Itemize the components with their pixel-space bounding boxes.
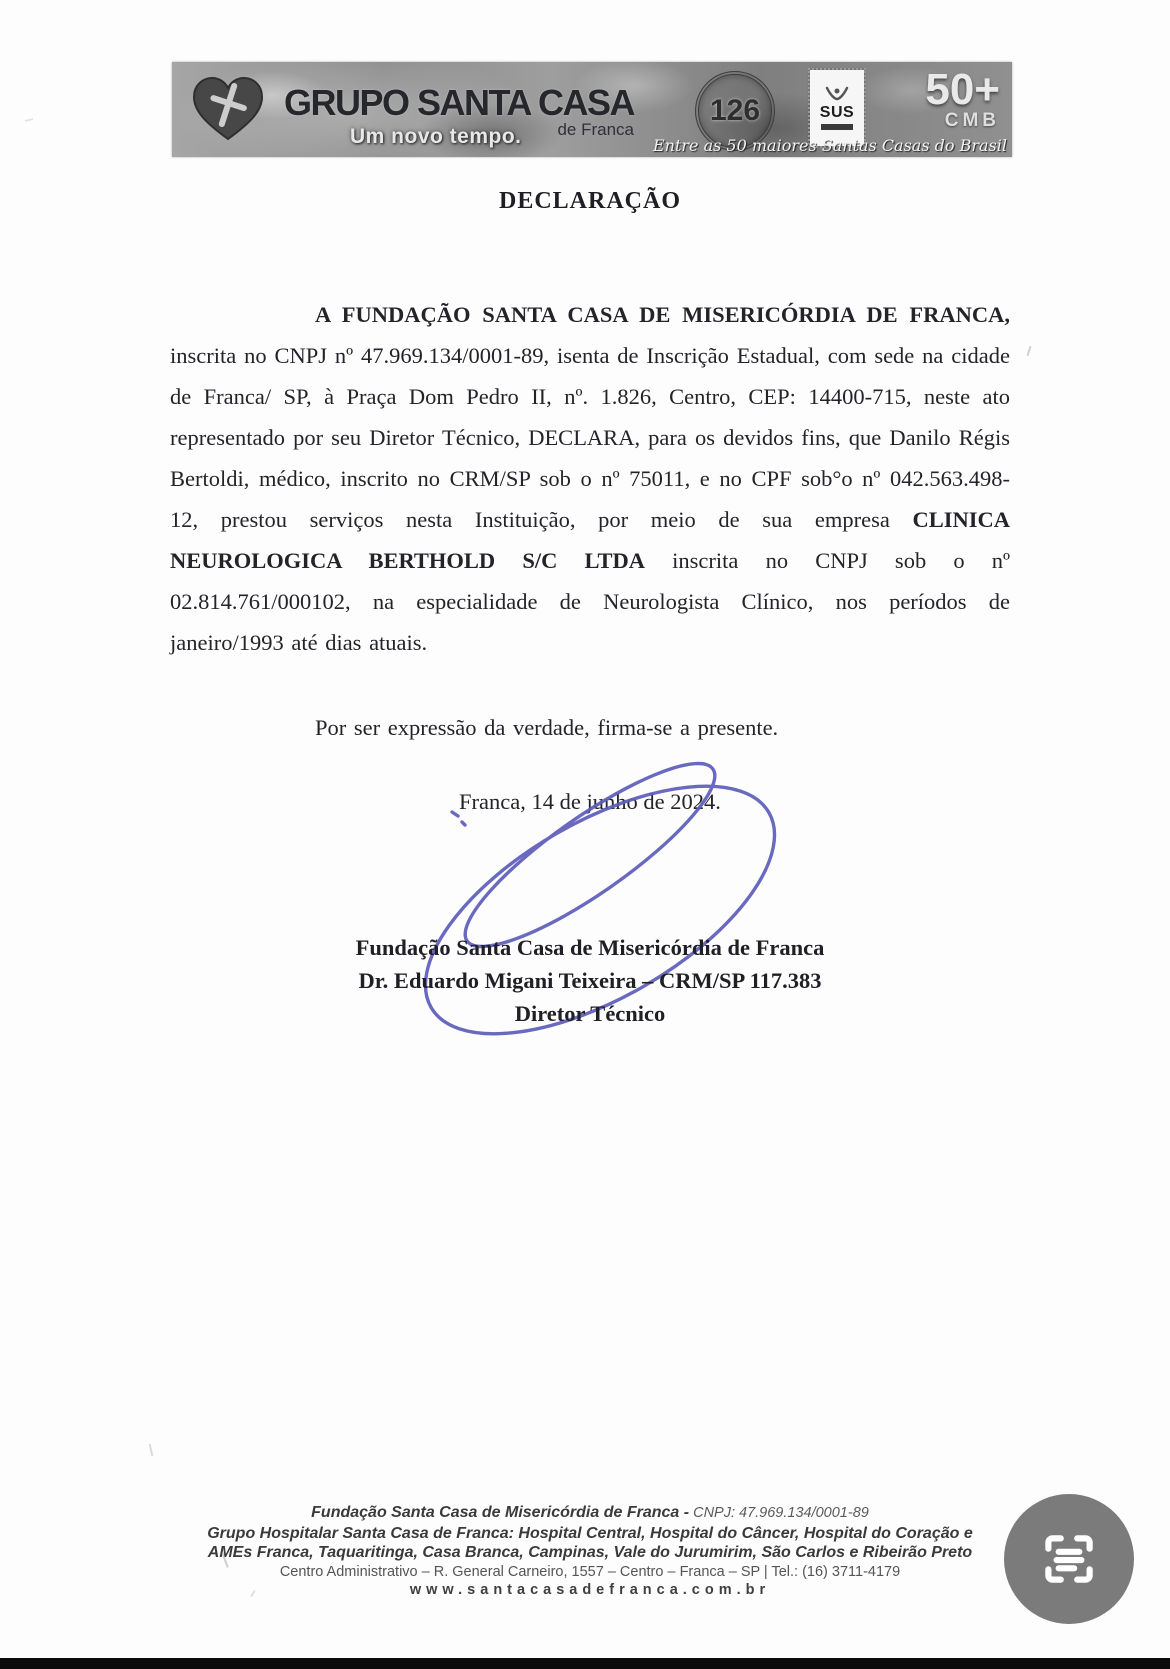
brand-subname: de Franca [557, 120, 634, 139]
document-title: DECLARAÇÃO [498, 188, 681, 214]
sus-emblem-icon [824, 86, 850, 102]
signature-ink [400, 720, 820, 1090]
scan-document-button[interactable] [1004, 1494, 1134, 1624]
footer-org-bold: Fundação Santa Casa de Misericórdia de Franca - [311, 1504, 690, 1521]
date-line: Franca, 14 de junho de 2024. [459, 789, 721, 814]
badge-cmb-label: CMB [944, 109, 1000, 131]
footer-hospitals-line: Grupo Hospitalar Santa Casa de Franca: Hospital Central, Hospital do Câncer, Hospital do Coração e [207, 1524, 973, 1542]
badge-126-number: 126 [709, 94, 761, 127]
letter-footer [98, 1503, 1082, 1600]
footer-website: www.santacasadefranca.com.br [409, 1581, 771, 1598]
brand-name: GRUPO SANTA CASA [284, 82, 635, 123]
scan-speck [1027, 346, 1032, 356]
closing-sentence: Por ser expressão da verdade, firma-se a presente. [315, 715, 779, 740]
declaration-company-bold: CLINICA NEUROLOGICA BERTHOLD S/C LTDA [170, 507, 1010, 573]
declaration-paragraph [170, 294, 1010, 663]
footer-address-line: Centro Administrativo – R. General Carneiro, 1557 – Centro – Franca – SP | Tel.: (16) 3711-4179 [279, 1563, 901, 1580]
heart-cross-logo-icon [188, 73, 268, 145]
sus-stamp-icon [810, 70, 864, 146]
declaration-text-b: inscrita no CNPJ sob o nº 02.814.761/000102, na especialidade de Neurologista Clínico, nos períodos de janeiro/1993 até dias atuais. [170, 548, 1011, 655]
declaration-entity-bold: A FUNDAÇÃO SANTA CASA DE MISERICÓRDIA DE FRANCA, [315, 302, 1010, 327]
letterhead-banner [172, 62, 1012, 157]
footer-org-line [98, 1503, 1082, 1524]
signature-name: Dr. Eduardo Migani Teixeira – CRM/SP 117.383 [358, 968, 822, 993]
banner-script-line: Entre as 50 maiores Santas Casas do Brasil [652, 136, 1007, 155]
scan-speck [149, 1444, 153, 1456]
badge-50-number: 50+ [925, 65, 1000, 114]
scan-icon [1036, 1526, 1102, 1592]
footer-cnpj: CNPJ: 47.969.134/0001-89 [689, 1505, 869, 1521]
cmb-50-badge-icon [884, 65, 1000, 131]
signature-block [190, 931, 990, 1030]
brand-tagline: Um novo tempo. [350, 125, 522, 148]
sus-label: SUS [819, 104, 855, 121]
screen-bottom-bar [0, 1658, 1170, 1669]
sus-small-text-bar [821, 124, 853, 130]
footer-ames-line: AMEs Franca, Taquaritinga, Casa Branca, Campinas, Vale do Jurumirim, São Carlos e Ribeirão Preto [207, 1544, 973, 1561]
declaration-text-a: inscrita no CNPJ nº 47.969.134/0001-89, isenta de Inscrição Estadual, com sede na cidade de Franca/ SP, à Praça Dom Pedro II, nº. 1.826, Centro, CEP: 14400-715, neste ato representado por seu Diretor Técnico, DECLARA, para os devidos fins, que Danilo Régis Bertoldi, médico, inscrito no CRM/SP sob o nº 75011, e no CPF sob°o nº 042.563.498-12, prestou serviços nesta Instituição, por meio de sua empresa [170, 343, 1010, 532]
scan-speck [25, 118, 33, 122]
signature-org: Fundação Santa Casa de Misericórdia de Franca [355, 935, 825, 960]
signature-role: Diretor Técnico [514, 1001, 666, 1026]
